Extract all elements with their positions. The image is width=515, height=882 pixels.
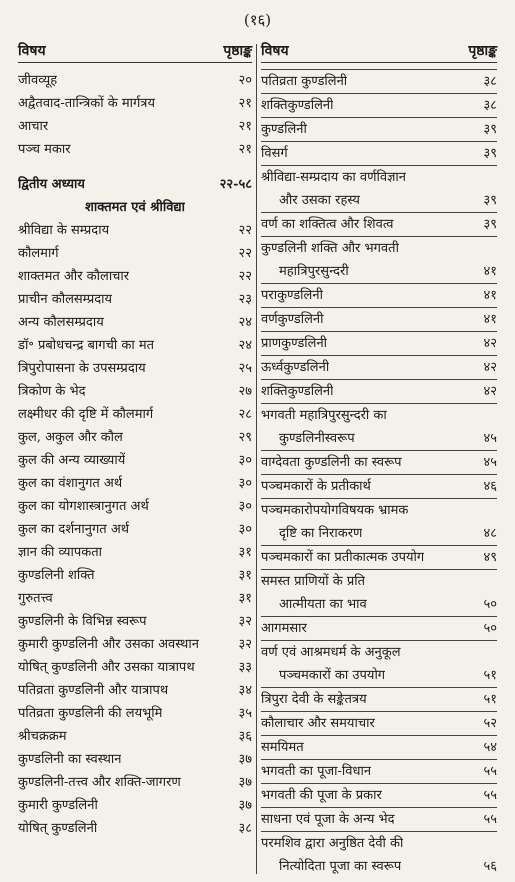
- toc-entry-page: २१: [238, 96, 252, 111]
- right-column-header: [261, 40, 497, 63]
- toc-entry-title: समस्त प्राणियों के प्रति: [261, 574, 366, 589]
- toc-entry: [261, 189, 497, 212]
- toc-entry-page: २४: [238, 315, 252, 330]
- toc-entry-title: पञ्चमकारों का प्रतीकात्मक उपयोग: [261, 550, 425, 565]
- toc-entry-title: ऊर्ध्वकुण्डलिनी: [261, 360, 330, 375]
- toc-entry-page: ३९: [483, 122, 497, 137]
- toc-entry-page: २८: [238, 407, 252, 422]
- toc-entry-title: डॉ॰ प्रबोधचन्द्र बागची का मत: [18, 338, 155, 353]
- toc-entry: [261, 307, 497, 331]
- toc-entry: [18, 242, 252, 265]
- toc-entry-page: ३७: [238, 752, 252, 767]
- toc-entry-page: ३१: [238, 591, 252, 606]
- toc-entry-title: कुल का दर्शनानुगत अर्थ: [18, 522, 130, 537]
- toc-entry-page: ३८: [238, 821, 252, 836]
- toc-entry-title: श्रीचक्रक्रम: [18, 729, 67, 744]
- toc-entry-title: प्राणकुण्डलिनी: [261, 336, 328, 351]
- toc-entry: [18, 610, 252, 633]
- toc-entry: [18, 794, 252, 817]
- toc-entry-title: दृष्टि का निराकरण: [279, 526, 363, 541]
- toc-entry: [261, 141, 497, 165]
- toc-entry-title: योषित् कुण्डलिनी: [18, 821, 98, 836]
- toc-entry: [18, 138, 252, 161]
- toc-entry-page: ४१: [483, 312, 497, 327]
- toc-entry: [261, 855, 497, 878]
- toc-entry-title: समयिमत: [261, 740, 304, 755]
- toc-entry: [18, 426, 252, 449]
- toc-entry: [261, 711, 497, 735]
- toc-entry-title: पतिव्रता कुण्डलिनी की लयभूमि: [18, 706, 163, 721]
- toc-entry-page: ४५: [483, 431, 497, 446]
- toc-entry-page: २१: [238, 119, 252, 134]
- toc-entry-title: वाग्देवता कुण्डलिनी का स्वरूप: [261, 455, 402, 470]
- toc-entry-title: भगवती महात्रिपुरसुन्दरी का: [261, 408, 387, 423]
- toc-entry: [261, 664, 497, 687]
- toc-entry-page: २२: [238, 246, 252, 261]
- toc-entry-page: ३०: [238, 453, 252, 468]
- toc-entry: [261, 283, 497, 307]
- toc-entry: [18, 748, 252, 771]
- toc-entry-title: द्वितीय अध्याय: [18, 177, 85, 192]
- toc-entry-title: कुल, अकुल और कौल: [18, 430, 123, 445]
- toc-entry-title: कुल का वंशानुगत अर्थ: [18, 476, 123, 491]
- toc-entry: [18, 587, 252, 610]
- toc-entry-title: लक्ष्मीधर की दृष्टि में कौलमार्ग: [18, 407, 154, 422]
- toc-entry-page: ५२: [483, 716, 497, 731]
- toc-entry-title: जीवव्यूह: [18, 73, 58, 88]
- subject-heading: विषय: [18, 43, 46, 59]
- toc-entry-page: ३१: [238, 568, 252, 583]
- toc-entry-title: अद्वैतवाद-तान्त्रिकों के मार्गत्रय: [18, 96, 156, 111]
- toc-entry: [261, 640, 497, 664]
- toc-entry-page: ४१: [483, 264, 497, 279]
- toc-entry-title: नित्योदिता पूजा का स्वरूप: [279, 859, 402, 874]
- toc-entry-page: ५६: [483, 859, 497, 874]
- toc-entry: [261, 498, 497, 522]
- toc-entry-title: महात्रिपुरसुन्दरी: [279, 264, 349, 279]
- toc-entry-page: ४६: [483, 479, 497, 494]
- toc-entry-page: ३४: [238, 683, 252, 698]
- toc-entry-page: ३२: [238, 637, 252, 652]
- toc-entry: [261, 759, 497, 783]
- toc-entry-title: कुण्डलिनी: [261, 122, 307, 137]
- toc-entry-page: ३९: [483, 193, 497, 208]
- toc-entry-title: श्रीविद्या-सम्प्रदाय का वर्णविज्ञान: [261, 170, 407, 185]
- toc-entry-page: ३२: [238, 614, 252, 629]
- toc-entry-title: कुल की अन्य व्याख्यायें: [18, 453, 126, 468]
- toc-entry-page: ३८: [483, 98, 497, 113]
- toc-entry-title: आत्मीयता का भाव: [279, 597, 367, 612]
- subject-heading: विषय: [261, 43, 289, 59]
- toc-entry: [261, 331, 497, 355]
- toc-entry-page: ३०: [238, 476, 252, 491]
- toc-entry: [261, 379, 497, 403]
- toc-entry-title: भगवती की पूजा के प्रकार: [261, 788, 382, 803]
- toc-entry-page: ४१: [483, 288, 497, 303]
- toc-entry: [261, 212, 497, 236]
- toc-entry-page: ३०: [238, 522, 252, 537]
- toc-entry-title: त्रिपुरा देवी के सङ्केतत्रय: [261, 692, 367, 707]
- toc-entry: [261, 165, 497, 189]
- toc-entry-title: शाक्तमत एवं श्रीविद्या: [85, 200, 185, 215]
- toc-entry-title: साधना एवं पूजा के अन्य भेद: [261, 812, 395, 827]
- toc-entry-title: अन्य कौलसम्प्रदाय: [18, 315, 104, 330]
- toc-entry-title: वर्ण एवं आश्रमधर्म के अनुकूल: [261, 645, 401, 660]
- toc-entry-page: ५१: [483, 692, 497, 707]
- toc-entry-page: ३९: [483, 146, 497, 161]
- toc-entry: [261, 93, 497, 117]
- toc-entry-page: २१: [238, 142, 252, 157]
- toc-entry: [18, 449, 252, 472]
- toc-entry-page: २२-५८: [219, 177, 252, 192]
- toc-entry-title: त्रिपुरोपासना के उपसम्प्रदाय: [18, 361, 146, 376]
- toc-entry-title: पराकुण्डलिनी: [261, 288, 323, 303]
- toc-entry: [261, 236, 497, 260]
- toc-entry-page: २२: [238, 269, 252, 284]
- toc-entry-title: कौलाचार और समयाचार: [261, 716, 375, 731]
- toc-entry: [261, 783, 497, 807]
- toc-entry-title: पञ्चमकारोपयोगविषयक भ्रामक: [261, 503, 409, 518]
- toc-entry: [18, 196, 252, 219]
- toc-entry-page: ५०: [483, 597, 497, 612]
- toc-entry-page: ३९: [483, 217, 497, 232]
- toc-entry-page: २४: [238, 338, 252, 353]
- toc-entry-page: ३०: [238, 499, 252, 514]
- toc-entry-page: ३५: [238, 706, 252, 721]
- toc-entry: [261, 260, 497, 283]
- toc-entry: [18, 725, 252, 748]
- toc-entry-title: कुण्डलिनी-तत्त्व और शक्ति-जागरण: [18, 775, 181, 790]
- toc-entry-page: ४२: [483, 336, 497, 351]
- page-heading: पृष्ठाङ्क: [223, 43, 252, 59]
- toc-entry-page: ३७: [238, 775, 252, 790]
- toc-entry: [261, 569, 497, 593]
- toc-entry-page: २९: [238, 430, 252, 445]
- toc-entry-page: ४८: [483, 526, 497, 541]
- toc-entry: [261, 69, 497, 93]
- toc-entry: [261, 427, 497, 450]
- toc-entry: [261, 355, 497, 379]
- left-column: [18, 40, 252, 840]
- toc-entry-page: ५५: [483, 764, 497, 779]
- toc-entry-page: २०: [238, 73, 252, 88]
- toc-entry: [261, 403, 497, 427]
- toc-entry-title: पञ्चमकारों का उपयोग: [279, 668, 386, 683]
- toc-entry-title: कुण्डलिनी शक्ति और भगवती: [261, 241, 399, 256]
- toc-entry-title: शाक्तमत और कौलाचार: [18, 269, 130, 284]
- toc-entry: [18, 311, 252, 334]
- toc-entry: [18, 219, 252, 242]
- toc-entry: [261, 831, 497, 855]
- toc-entry: [261, 807, 497, 831]
- toc-entry: [18, 69, 252, 92]
- toc-entry-title: कौलमार्ग: [18, 246, 59, 261]
- toc-entry: [18, 334, 252, 357]
- toc-entry-title: पञ्चमकारों के प्रतीकार्थ: [261, 479, 371, 494]
- toc-entry-title: विसर्ग: [261, 146, 288, 161]
- toc-entry: [261, 522, 497, 545]
- toc-entry-title: आगमसार: [261, 621, 307, 636]
- toc-entry-page: ४२: [483, 384, 497, 399]
- toc-entry-title: कुण्डलिनी का स्वस्थान: [18, 752, 122, 767]
- toc-entry-page: ३१: [238, 545, 252, 560]
- toc-entry: [18, 403, 252, 426]
- toc-entry: [18, 518, 252, 541]
- toc-entry-title: ज्ञान की व्यापकता: [18, 545, 103, 560]
- toc-entry: [18, 173, 252, 196]
- toc-entry-page: ३८: [483, 74, 497, 89]
- toc-entry: [18, 288, 252, 311]
- toc-entry-page: ५५: [483, 788, 497, 803]
- right-toc-list: [261, 69, 497, 878]
- toc-entry-page: ३७: [238, 798, 252, 813]
- column-divider: [256, 44, 257, 874]
- toc-entry-page: ५०: [483, 621, 497, 636]
- toc-entry-page: २५: [238, 361, 252, 376]
- toc-entry-title: वर्णकुण्डलिनी: [261, 312, 324, 327]
- toc-entry-page: २२: [238, 223, 252, 238]
- toc-entry: [18, 771, 252, 794]
- toc-entry-title: आचार: [18, 119, 49, 134]
- toc-entry-title: वर्ण का शक्तित्व और शिवत्व: [261, 217, 394, 232]
- toc-entry: [261, 450, 497, 474]
- toc-entry-title: त्रिकोण के भेद: [18, 384, 86, 399]
- toc-entry: [261, 117, 497, 141]
- toc-entry-page: ५१: [483, 668, 497, 683]
- toc-entry-title: पतिव्रता कुण्डलिनी और यात्रापथ: [18, 683, 169, 698]
- toc-entry: [18, 380, 252, 403]
- toc-entry-title: पतिव्रता कुण्डलिनी: [261, 74, 348, 89]
- toc-entry: [18, 92, 252, 115]
- toc-entry: [18, 541, 252, 564]
- toc-entry-page: ५५: [483, 812, 497, 827]
- toc-entry-title: कुण्डलिनीस्वरूप: [279, 431, 355, 446]
- left-toc-list: [18, 69, 252, 840]
- toc-entry-title: शक्तिकुण्डलिनी: [261, 384, 334, 399]
- toc-entry-title: शक्तिकुण्डलिनी: [261, 98, 334, 113]
- toc-entry-page: ४५: [483, 455, 497, 470]
- toc-entry: [261, 593, 497, 616]
- toc-entry-title: पञ्च मकार: [18, 142, 71, 157]
- left-column-header: [18, 40, 252, 63]
- toc-entry-page: ४२: [483, 360, 497, 375]
- toc-entry-title: कुण्डलिनी शक्ति: [18, 568, 95, 583]
- toc-entry-title: कुमारी कुण्डलिनी और उसका अवस्थान: [18, 637, 199, 652]
- toc-entry: [261, 687, 497, 711]
- toc-entry: [18, 679, 252, 702]
- toc-entry: [261, 735, 497, 759]
- toc-entry: [18, 357, 252, 380]
- toc-entry-page: ४९: [483, 550, 497, 565]
- toc-entry: [261, 545, 497, 569]
- toc-entry-title: कुल का योगशास्त्रानुगत अर्थ: [18, 499, 149, 514]
- toc-entry-page: २७: [238, 384, 252, 399]
- toc-entry: [261, 616, 497, 640]
- toc-entry: [18, 817, 252, 840]
- toc-entry-page: ५४: [483, 740, 497, 755]
- toc-entry-title: योषित् कुण्डलिनी और उसका यात्रापथ: [18, 660, 195, 675]
- toc-entry: [18, 633, 252, 656]
- toc-entry-title: प्राचीन कौलसम्प्रदाय: [18, 292, 113, 307]
- toc-entry: [18, 495, 252, 518]
- right-column: [261, 40, 497, 878]
- toc-entry-title: कुण्डलिनी के विभिन्न स्वरूप: [18, 614, 147, 629]
- toc-entry-page: ३३: [238, 660, 252, 675]
- toc-entry-title: श्रीविद्या के सम्प्रदाय: [18, 223, 110, 238]
- page-heading: पृष्ठाङ्क: [468, 43, 497, 59]
- toc-entry-title: भगवती का पूजा-विधान: [261, 764, 372, 779]
- toc-entry-page: २३: [238, 292, 252, 307]
- toc-entry-title: कुमारी कुण्डलिनी: [18, 798, 98, 813]
- toc-entry-title: परमशिव द्वारा अनुष्ठित देवी की: [261, 836, 404, 851]
- page-number: (१६): [243, 11, 272, 29]
- toc-entry: [18, 115, 252, 138]
- toc-entry-title: और उसका रहस्य: [279, 193, 360, 208]
- toc-entry: [18, 472, 252, 495]
- toc-entry-title: गुरुतत्त्व: [18, 591, 53, 606]
- toc-entry-page: ३६: [238, 729, 252, 744]
- toc-entry: [18, 702, 252, 725]
- toc-entry: [18, 564, 252, 587]
- toc-entry: [261, 474, 497, 498]
- toc-entry: [18, 656, 252, 679]
- toc-entry: [18, 265, 252, 288]
